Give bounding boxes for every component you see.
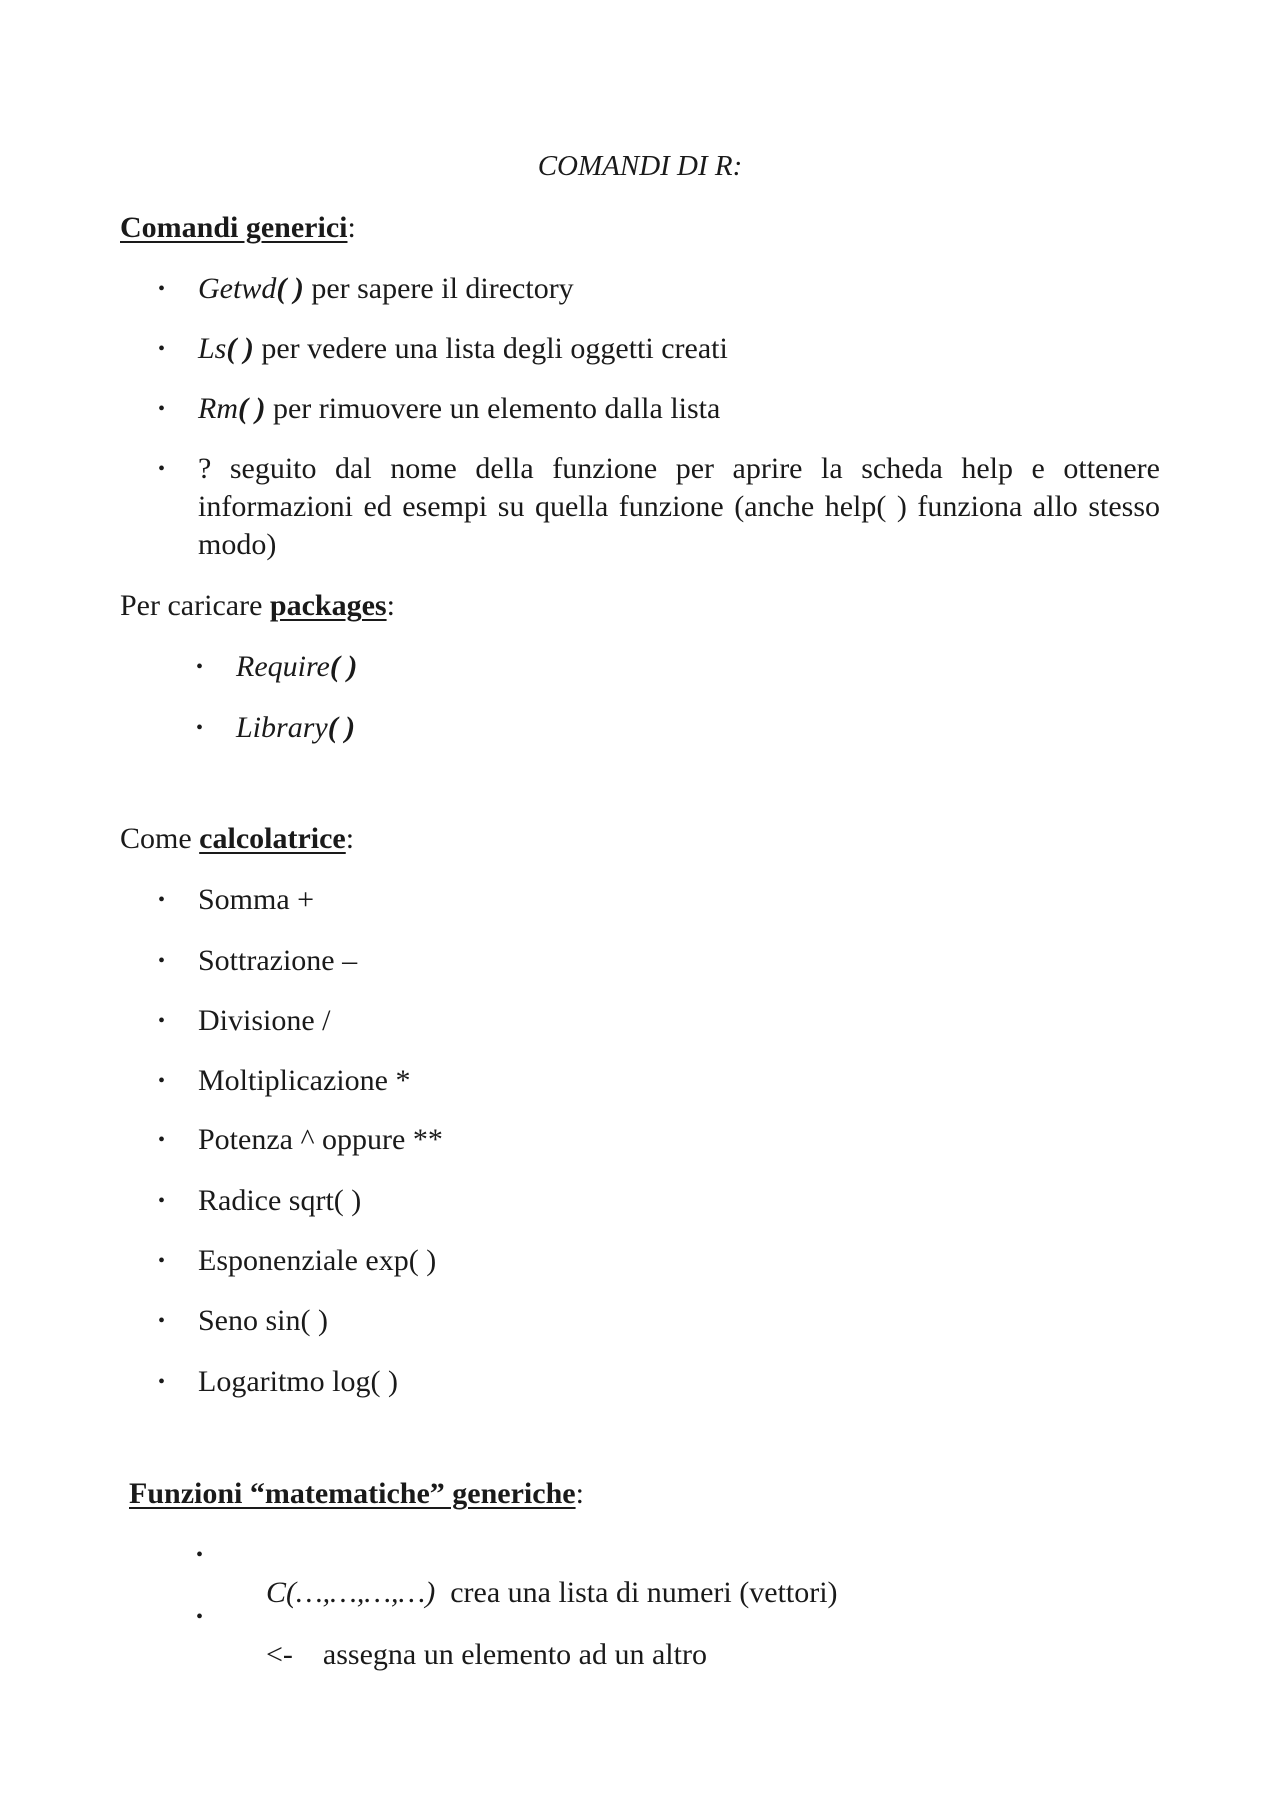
list-item: Seno sin( ) [198, 1304, 328, 1337]
list-item-help: ? seguito dal nome della funzione per aprire la scheda help e ottenere informazioni ed esempi su quella funzione (anche help( ) funziona allo stesso modo) [198, 452, 1160, 561]
list-item: Moltiplicazione * [198, 1064, 411, 1097]
list-item: <- assegna un elemento ad un altro [266, 1638, 707, 1671]
bullet-icon: • [196, 1544, 204, 1566]
bullet-icon: • [158, 1010, 166, 1032]
bullet-icon: • [158, 1070, 166, 1092]
bullet-icon: • [158, 889, 166, 911]
bullet-icon: • [158, 950, 166, 972]
section-heading-math: Funzioni “matematiche” generiche: [129, 1477, 584, 1510]
list-item: Require( ) [236, 650, 358, 683]
section-heading-calculator: Come calcolatrice: [120, 822, 355, 855]
bullet-icon: • [158, 1310, 166, 1332]
list-item: Divisione / [198, 1004, 331, 1037]
bullet-icon: • [158, 398, 166, 420]
bullet-icon: • [158, 1250, 166, 1272]
list-item: Getwd( ) per sapere il directory [198, 272, 574, 305]
page-title: COMANDI DI R: [537, 150, 743, 182]
bullet-icon: • [196, 717, 204, 739]
list-item: Potenza ^ oppure ** [198, 1123, 443, 1156]
bullet-icon: • [158, 338, 166, 360]
bullet-icon: • [158, 1371, 166, 1393]
bullet-icon: • [158, 458, 166, 480]
list-item: Logaritmo log( ) [198, 1365, 398, 1398]
bullet-icon: • [158, 278, 166, 300]
section-heading-packages: Per caricare packages: [120, 589, 395, 622]
list-item: Esponenziale exp( ) [198, 1244, 437, 1277]
list-item: Rm( ) per rimuovere un elemento dalla lista [198, 392, 721, 425]
bullet-icon: • [196, 1606, 204, 1628]
bullet-icon: • [158, 1129, 166, 1151]
list-item: Sottrazione – [198, 944, 358, 977]
list-item: Somma + [198, 883, 315, 916]
list-item: Ls( ) per vedere una lista degli oggetti creati [198, 332, 728, 365]
bullet-icon: • [196, 656, 204, 678]
bullet-icon: • [158, 1190, 166, 1212]
section-heading-generic: Comandi generici: [120, 211, 356, 244]
list-item: Library( ) [236, 711, 356, 744]
list-item: C(…,…,…,…) crea una lista di numeri (vettori) [266, 1576, 838, 1609]
list-item: Radice sqrt( ) [198, 1184, 362, 1217]
